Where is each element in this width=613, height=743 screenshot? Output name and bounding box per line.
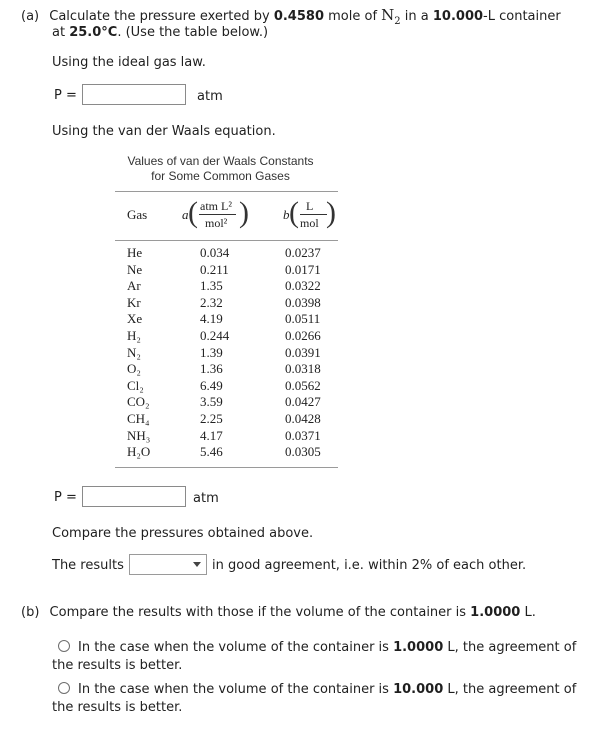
header-gas: Gas bbox=[127, 207, 148, 222]
b-value-cell: 0.0391 bbox=[285, 344, 321, 360]
ideal-pressure-input[interactable] bbox=[82, 84, 186, 105]
b-value-cell: 0.0266 bbox=[285, 327, 321, 343]
a-column bbox=[200, 245, 229, 461]
question-text: Calculate the pressure exerted by bbox=[49, 9, 274, 24]
option-1-line2[interactable]: the results is better. bbox=[52, 658, 183, 673]
gas-cell: H₂O bbox=[127, 444, 151, 460]
b-value-cell: 0.0322 bbox=[285, 278, 321, 294]
a-value-cell: 2.25 bbox=[200, 410, 223, 426]
table-caption: Values of van der Waals Constants for Some Common Gases bbox=[127, 154, 314, 183]
temperature-value: 25.0°C bbox=[69, 25, 118, 40]
option-2-radio[interactable] bbox=[58, 682, 70, 694]
a-value-cell: 2.32 bbox=[200, 294, 223, 310]
b-column bbox=[285, 245, 321, 461]
table-header-rule bbox=[115, 240, 338, 241]
agreement-select[interactable] bbox=[129, 554, 207, 575]
chevron-down-icon bbox=[193, 562, 201, 567]
compare-text: Compare the pressures obtained above. bbox=[52, 526, 314, 541]
gas-cell: Cl₂ bbox=[127, 377, 144, 393]
results-suffix: in good agreement, i.e. within 2% of each other. bbox=[212, 558, 527, 573]
gas-cell: Ne bbox=[127, 261, 143, 277]
a-value-cell: 3.59 bbox=[200, 394, 223, 410]
part-a-question-line1 bbox=[21, 6, 561, 27]
gas-cell: CH₄ bbox=[127, 410, 150, 426]
gas-cell: Ar bbox=[127, 278, 141, 294]
part-a-question-line2: at 25.0°C. (Use the table below.) bbox=[52, 25, 269, 40]
moles-value: 0.4580 bbox=[273, 9, 324, 24]
part-b-volume: 1.0000 bbox=[470, 605, 521, 620]
a-value-cell: 0.244 bbox=[200, 327, 230, 343]
a-value-cell: 1.36 bbox=[200, 361, 223, 377]
a-value-cell: 6.49 bbox=[200, 377, 223, 393]
option-2-line1[interactable]: In the case when the volume of the container is 10.000 L, the agreement of bbox=[78, 682, 577, 697]
question-text: mole of bbox=[324, 9, 382, 24]
table-bottom-rule bbox=[115, 467, 338, 468]
gas-cell: CO₂ bbox=[127, 394, 150, 410]
b-value-cell: 0.0427 bbox=[285, 394, 321, 410]
table-top-rule bbox=[115, 191, 338, 192]
option-1-line1[interactable]: In the case when the volume of the container is 1.0000 L, the agreement of bbox=[78, 640, 577, 655]
part-a-label: (a) bbox=[21, 9, 40, 24]
header-a: a ( atm L² mol² ) bbox=[182, 196, 249, 230]
volume-value: 10.000 bbox=[432, 9, 484, 24]
a-value-cell: 4.17 bbox=[200, 427, 223, 443]
gas-formula: $N_2$ bbox=[381, 6, 401, 27]
gas-cell: H₂ bbox=[127, 327, 141, 343]
a-value-cell: 0.034 bbox=[200, 245, 230, 260]
b-value-cell: 0.0318 bbox=[285, 361, 321, 377]
gas-cell: N₂ bbox=[127, 344, 141, 360]
gas-cell: NH₃ bbox=[127, 427, 151, 443]
gas-cell: He bbox=[127, 245, 143, 260]
p-label-vdw: P = bbox=[54, 490, 77, 505]
unit-atm-vdw: atm bbox=[193, 491, 219, 506]
header-b: b ( L mol ) bbox=[283, 196, 336, 230]
b-value-cell: 0.0398 bbox=[285, 294, 321, 310]
b-value-cell: 0.0371 bbox=[285, 427, 321, 443]
option-2-line2[interactable]: the results is better. bbox=[52, 700, 183, 715]
vdw-pressure-input[interactable] bbox=[82, 486, 186, 507]
gas-column bbox=[127, 245, 150, 461]
ideal-gas-label: Using the ideal gas law. bbox=[52, 55, 206, 70]
a-value-cell: 1.35 bbox=[200, 278, 223, 294]
option-1-radio[interactable] bbox=[58, 640, 70, 652]
b-value-cell: 0.0237 bbox=[285, 245, 321, 260]
a-value-cell: 5.46 bbox=[200, 444, 223, 460]
b-value-cell: 0.0428 bbox=[285, 410, 321, 426]
b-value-cell: 0.0171 bbox=[285, 261, 321, 277]
part-b-question: (b) Compare the results with those if the volume of the container is 1.0000 L. bbox=[21, 605, 536, 620]
gas-cell: Xe bbox=[127, 311, 143, 327]
question-text: -L container bbox=[483, 9, 561, 24]
a-value-cell: 4.19 bbox=[200, 311, 223, 327]
question-text: in a bbox=[400, 9, 433, 24]
b-value-cell: 0.0305 bbox=[285, 444, 321, 460]
gas-cell: O₂ bbox=[127, 361, 141, 377]
b-value-cell: 0.0562 bbox=[285, 377, 321, 393]
results-prefix: The results bbox=[52, 558, 124, 573]
part-b-label: (b) bbox=[21, 605, 40, 620]
vdw-label: Using the van der Waals equation. bbox=[52, 124, 276, 139]
b-value-cell: 0.0511 bbox=[285, 311, 321, 327]
a-value-cell: 1.39 bbox=[200, 344, 223, 360]
unit-atm-ideal: atm bbox=[197, 89, 223, 104]
p-label-ideal: P = bbox=[54, 88, 77, 103]
gas-cell: Kr bbox=[127, 294, 141, 310]
a-value-cell: 0.211 bbox=[200, 261, 229, 277]
